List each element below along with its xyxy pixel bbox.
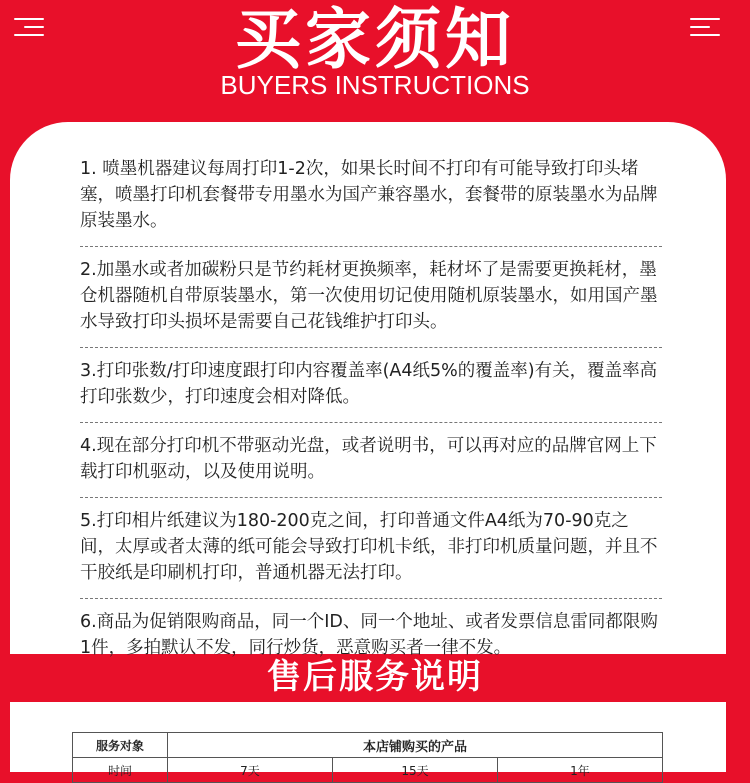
table-cell-target-label: 服务对象 <box>73 733 168 758</box>
table-row <box>73 733 663 758</box>
instruction-item-1: 1. 喷墨机器建议每周打印1-2次，如果长时间不打印有可能导致打印头堵塞，喷墨打印机套餐带专用墨水为国产兼容墨水，套餐带的原装墨水为品牌原装墨水。 <box>80 159 658 231</box>
instruction-item-3: 3.打印张数/打印速度跟打印内容覆盖率(A4纸5%的覆盖率)有关，覆盖率高打印张数少，打印速度会相对降低。 <box>80 361 658 407</box>
table-row <box>73 758 663 783</box>
table-cell-period: 1年 <box>498 758 663 783</box>
table-cell-period: 15天 <box>333 758 498 783</box>
page-subtitle: BUYERS INSTRUCTIONS <box>220 70 530 100</box>
service-table <box>72 732 663 783</box>
page-title: 买家须知 <box>235 1 515 78</box>
instruction-item-2: 2.加墨水或者加碳粉只是节约耗材更换频率，耗材坏了是需要更换耗材，墨仓机器随机自带原装墨水，第一次使用切记使用随机原装墨水，如用国产墨水导致打印头损坏是需要自己花钱维护打印头。 <box>80 260 658 332</box>
instruction-item-5: 5.打印相片纸建议为180-200克之间，打印普通文件A4纸为70-90克之间，太厚或者太薄的纸可能会导致打印机卡纸，非打印机质量问题，并且不干胶纸是印刷机打印，普通机器无法打印。 <box>80 511 658 583</box>
instruction-item-6: 6.商品为促销限购商品，同一个ID、同一个地址、或者发票信息雷同都限购1件，多拍默认不发，同行炒货，恶意购买者一律不发。 <box>80 612 658 658</box>
table-cell-time-label: 时间 <box>73 758 168 783</box>
table-cell-target-value: 本店铺购买的产品 <box>168 733 663 758</box>
instructions-list <box>68 152 662 667</box>
table-cell-period: 7天 <box>168 758 333 783</box>
after-sales-title: 售后服务说明 <box>267 657 483 697</box>
instruction-item-4: 4.现在部分打印机不带驱动光盘，或者说明书，可以再对应的品牌官网上下载打印机驱动，以及使用说明。 <box>80 436 657 482</box>
